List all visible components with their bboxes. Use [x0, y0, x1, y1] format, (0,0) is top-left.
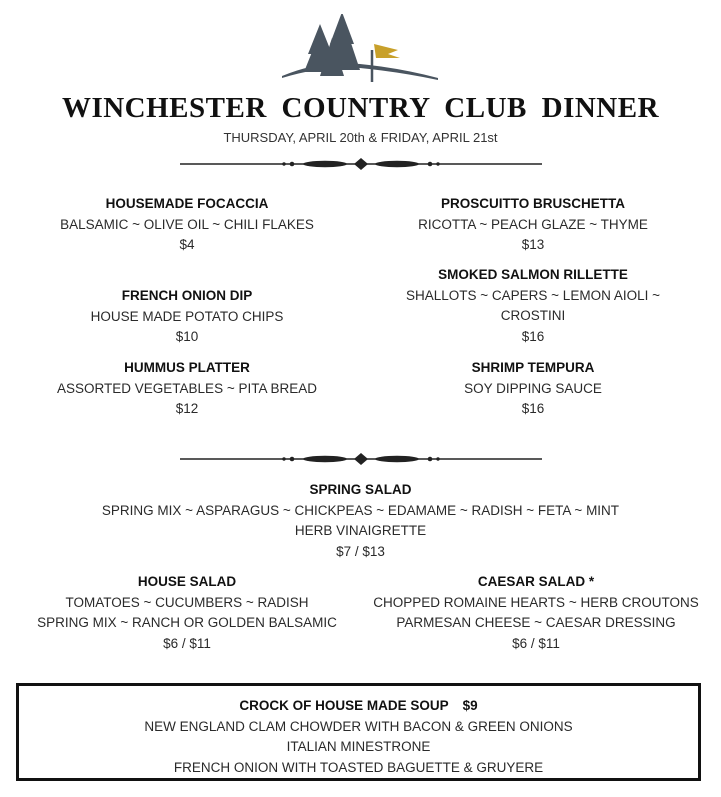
item-name: HUMMUS PLATTER: [124, 360, 250, 375]
soup-heading: [19, 696, 698, 717]
item-description-line2: HERB VINAIGRETTE: [294, 523, 427, 538]
menu-item: [37, 358, 337, 420]
item-price: $6 / $11: [512, 635, 560, 651]
item-name: SHRIMP TEMPURA: [471, 360, 595, 375]
item-price: $4: [179, 237, 195, 252]
menu-item: [364, 572, 708, 654]
item-price: $16: [521, 328, 545, 344]
item-price: $7 / $13: [336, 543, 385, 559]
item-price: $12: [175, 401, 199, 416]
menu-item: [383, 194, 683, 256]
item-price: $6 / $11: [163, 635, 211, 651]
soup-option: NEW ENGLAND CLAM CHOWDER WITH BACON & GREEN ONIONS: [144, 718, 573, 734]
item-name: SMOKED SALMON RILLETTE: [438, 267, 628, 282]
item-price: $16: [521, 401, 545, 416]
menu-item: [22, 572, 352, 654]
item-description: BALSAMIC ~ OLIVE OIL ~ CHILI FLAKES: [60, 216, 314, 232]
item-name: HOUSEMADE FOCACCIA: [105, 196, 269, 211]
soup-title: CROCK OF HOUSE MADE SOUP: [239, 698, 449, 713]
soup-option: ITALIAN MINESTRONE: [286, 739, 431, 754]
item-name: SPRING SALAD: [309, 482, 412, 497]
menu-item: [40, 480, 681, 562]
menu-item: [37, 194, 337, 256]
item-description: ASSORTED VEGETABLES ~ PITA BREAD: [57, 380, 317, 396]
pine-trees-golf-flag-logo: [280, 14, 440, 82]
item-description: RICOTTA ~ PEACH GLAZE ~ THYME: [418, 216, 648, 232]
item-price: $13: [521, 237, 545, 252]
item-description-line2: PARMESAN CHEESE ~ CAESAR DRESSING: [396, 615, 676, 630]
soup-section: [16, 683, 701, 781]
soup-option: FRENCH ONION WITH TOASTED BAGUETTE & GRUYERE: [173, 759, 544, 775]
ornamental-divider: [180, 452, 542, 466]
soup-item: [19, 696, 698, 778]
item-description: TOMATOES ~ CUCUMBERS ~ RADISH: [65, 594, 309, 610]
item-description: SPRING MIX ~ ASPARAGUS ~ CHICKPEAS ~ EDAMAME ~ RADISH ~ FETA ~ MINT: [101, 502, 620, 518]
item-description: HOUSE MADE POTATO CHIPS: [90, 308, 284, 324]
item-description: SOY DIPPING SAUCE: [464, 380, 602, 396]
menu-item: [37, 286, 337, 348]
menu-title: WINCHESTER COUNTRY CLUB DINNER: [61, 92, 660, 124]
item-name: CAESAR SALAD *: [477, 574, 595, 589]
item-description-line2: CROSTINI: [500, 308, 566, 323]
menu-item: [383, 265, 683, 347]
item-price: $10: [175, 329, 199, 344]
item-description: SHALLOTS ~ CAPERS ~ LEMON AIOLI ~: [406, 287, 660, 303]
menu-dates: THURSDAY, APRIL 20th & FRIDAY, APRIL 21st: [223, 130, 498, 145]
ornamental-divider: [180, 157, 542, 171]
item-description: CHOPPED ROMAINE HEARTS ~ HERB CROUTONS: [373, 594, 699, 610]
item-name: FRENCH ONION DIP: [121, 288, 253, 303]
item-name: PROSCUITTO BRUSCHETTA: [440, 196, 625, 211]
soup-price: $9: [462, 698, 478, 713]
menu-item: [383, 358, 683, 420]
item-description-line2: SPRING MIX ~ RANCH OR GOLDEN BALSAMIC: [37, 615, 337, 630]
item-name: HOUSE SALAD: [137, 574, 237, 589]
